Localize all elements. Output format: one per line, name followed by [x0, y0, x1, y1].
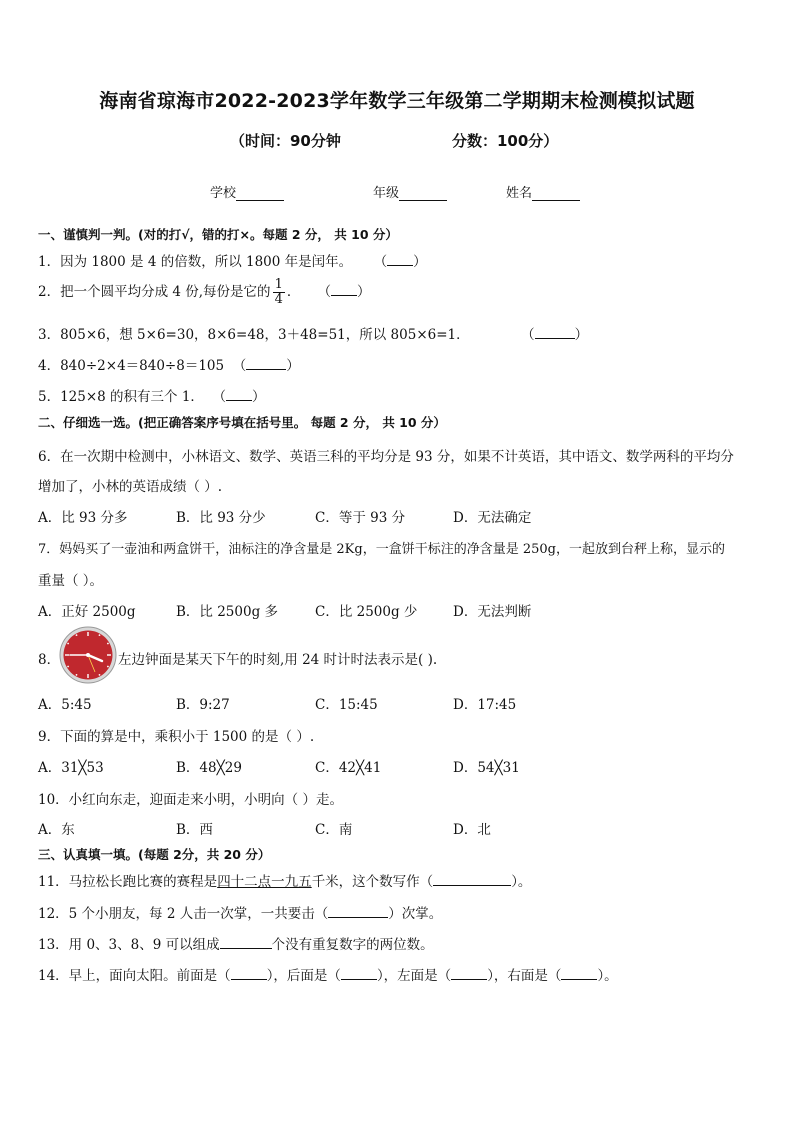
question-7-line2: 重量（ ）。 — [38, 573, 104, 589]
question-12: 12．5 个小朋友，每 2 人击一次掌，一共要击（ ）次掌。 — [38, 906, 443, 922]
q6-option-c[interactable]: C．等于 93 分 — [315, 510, 406, 526]
class-label: 年级 — [373, 186, 400, 201]
q9-option-d[interactable]: D．54╳31 — [453, 760, 520, 776]
question-6-line2: 增加了，小林的英语成绩（ ）. — [38, 479, 223, 495]
question-7-line1: 7．妈妈买了一壶油和两盒饼干，油标注的净含量是 2Kg，一盒饼干标注的净含量是 250g，一起放到台秤上称，显示的 — [38, 542, 725, 557]
q9-option-c[interactable]: C．42╳41 — [315, 760, 382, 776]
question-5: 5．125×8 的积有三个 1． （ ） — [38, 389, 266, 405]
q10-option-b[interactable]: B．西 — [176, 822, 213, 838]
q10-option-d[interactable]: D．北 — [453, 822, 491, 838]
answer-blank[interactable] — [220, 935, 272, 949]
answer-blank[interactable] — [433, 872, 511, 886]
underlined-number-words: 四十二点一九五 — [217, 874, 312, 890]
q9-option-a[interactable]: A．31╳53 — [38, 760, 104, 776]
q7-option-d[interactable]: D．无法判断 — [453, 604, 532, 620]
school-blank — [236, 188, 284, 201]
question-9: 9．下面的算是中，乘积小于 1500 的是（ ）. — [38, 729, 315, 745]
answer-blank[interactable] — [328, 904, 388, 918]
q8-option-d[interactable]: D．17:45 — [453, 697, 517, 713]
question-8-number: 8． — [38, 652, 61, 668]
class-blank — [399, 188, 447, 201]
q8-option-b[interactable]: B．9:27 — [176, 697, 230, 713]
q7-option-b[interactable]: B．比 2500g 多 — [176, 604, 279, 620]
question-3: 3．805×6，想 5×6=30，8×6=48，3＋48=51，所以 805×6=1． （ ） — [38, 327, 589, 343]
question-1: 1．因为 1800 是 4 的倍数，所以 1800 年是闰年。 （ ） — [38, 254, 427, 270]
answer-blank[interactable] — [226, 387, 252, 401]
score-label: 分数：100分） — [452, 132, 559, 150]
q8-option-a[interactable]: A．5:45 — [38, 697, 92, 713]
q6-option-b[interactable]: B．比 93 分少 — [176, 510, 266, 526]
question-10: 10．小红向东走，迎面走来小明，小明向（ ）走。 — [38, 792, 343, 808]
class-field — [373, 182, 447, 201]
q9-option-b[interactable]: B．48╳29 — [176, 760, 242, 776]
name-blank — [532, 188, 580, 201]
q10-option-a[interactable]: A．东 — [38, 822, 75, 838]
q6-option-d[interactable]: D．无法确定 — [453, 510, 532, 526]
q8-option-c[interactable]: C．15:45 — [315, 697, 378, 713]
q6-option-a[interactable]: A．比 93 分多 — [38, 510, 128, 526]
answer-blank[interactable] — [331, 282, 357, 296]
question-4: 4．840÷2×4＝840÷8＝105 （ ） — [38, 358, 300, 374]
answer-blank-right[interactable] — [561, 966, 597, 980]
question-13: 13．用 0、3、8、9 可以组成 个没有重复数字的两位数。 — [38, 937, 434, 953]
answer-blank[interactable] — [535, 325, 575, 339]
section1-heading: 一、谨慎判一判。(对的打√，错的打×。每题 2 分， 共 10 分） — [38, 227, 398, 242]
answer-blank-front[interactable] — [231, 966, 267, 980]
section3-heading: 三、认真填一填。(每题 2分，共 20 分） — [38, 847, 271, 862]
question-14: 14．早上，面向太阳。前面是（ ），后面是（ ），左面是（ ），右面是（ ）。 — [38, 968, 618, 984]
name-label: 姓名 — [506, 186, 533, 201]
answer-blank[interactable] — [246, 356, 286, 370]
page-title: 海南省琼海市2022-2023学年数学三年级第二学期期末检测模拟试题 — [99, 90, 695, 112]
school-field — [210, 182, 284, 201]
clock-icon — [59, 626, 117, 684]
name-field — [506, 182, 580, 201]
question-8-text: 左边钟面是某天下午的时刻,用 24 时计时法表示是( ). — [118, 652, 438, 668]
q7-option-c[interactable]: C．比 2500g 少 — [315, 604, 418, 620]
question-6-line1: 6．在一次期中检测中，小林语文、数学、英语三科的平均分是 93 分，如果不计英语，其中语文、数学两科的平均分 — [38, 449, 734, 465]
question-11: 11．马拉松长跑比赛的赛程是四十二点一九五千米，这个数写作（ ）。 — [38, 874, 532, 890]
school-label: 学校 — [210, 186, 237, 201]
fraction-one-quarter: $\frac{1}{4}$ — [274, 277, 283, 307]
section2-heading: 二、仔细选一选。(把正确答案序号填在括号里。 每题 2 分， 共 10 分） — [38, 415, 446, 430]
q10-option-c[interactable]: C．南 — [315, 822, 353, 838]
time-label: （时间：90分钟 — [230, 132, 341, 150]
question-2: 2．把一个圆平均分成 4 份,每份是它的 $\frac{1}{4}$ ． （ ） — [38, 277, 371, 307]
answer-blank-back[interactable] — [341, 966, 377, 980]
answer-blank[interactable] — [387, 252, 413, 266]
answer-blank-left[interactable] — [451, 966, 487, 980]
q7-option-a[interactable]: A．正好 2500g — [38, 604, 136, 620]
